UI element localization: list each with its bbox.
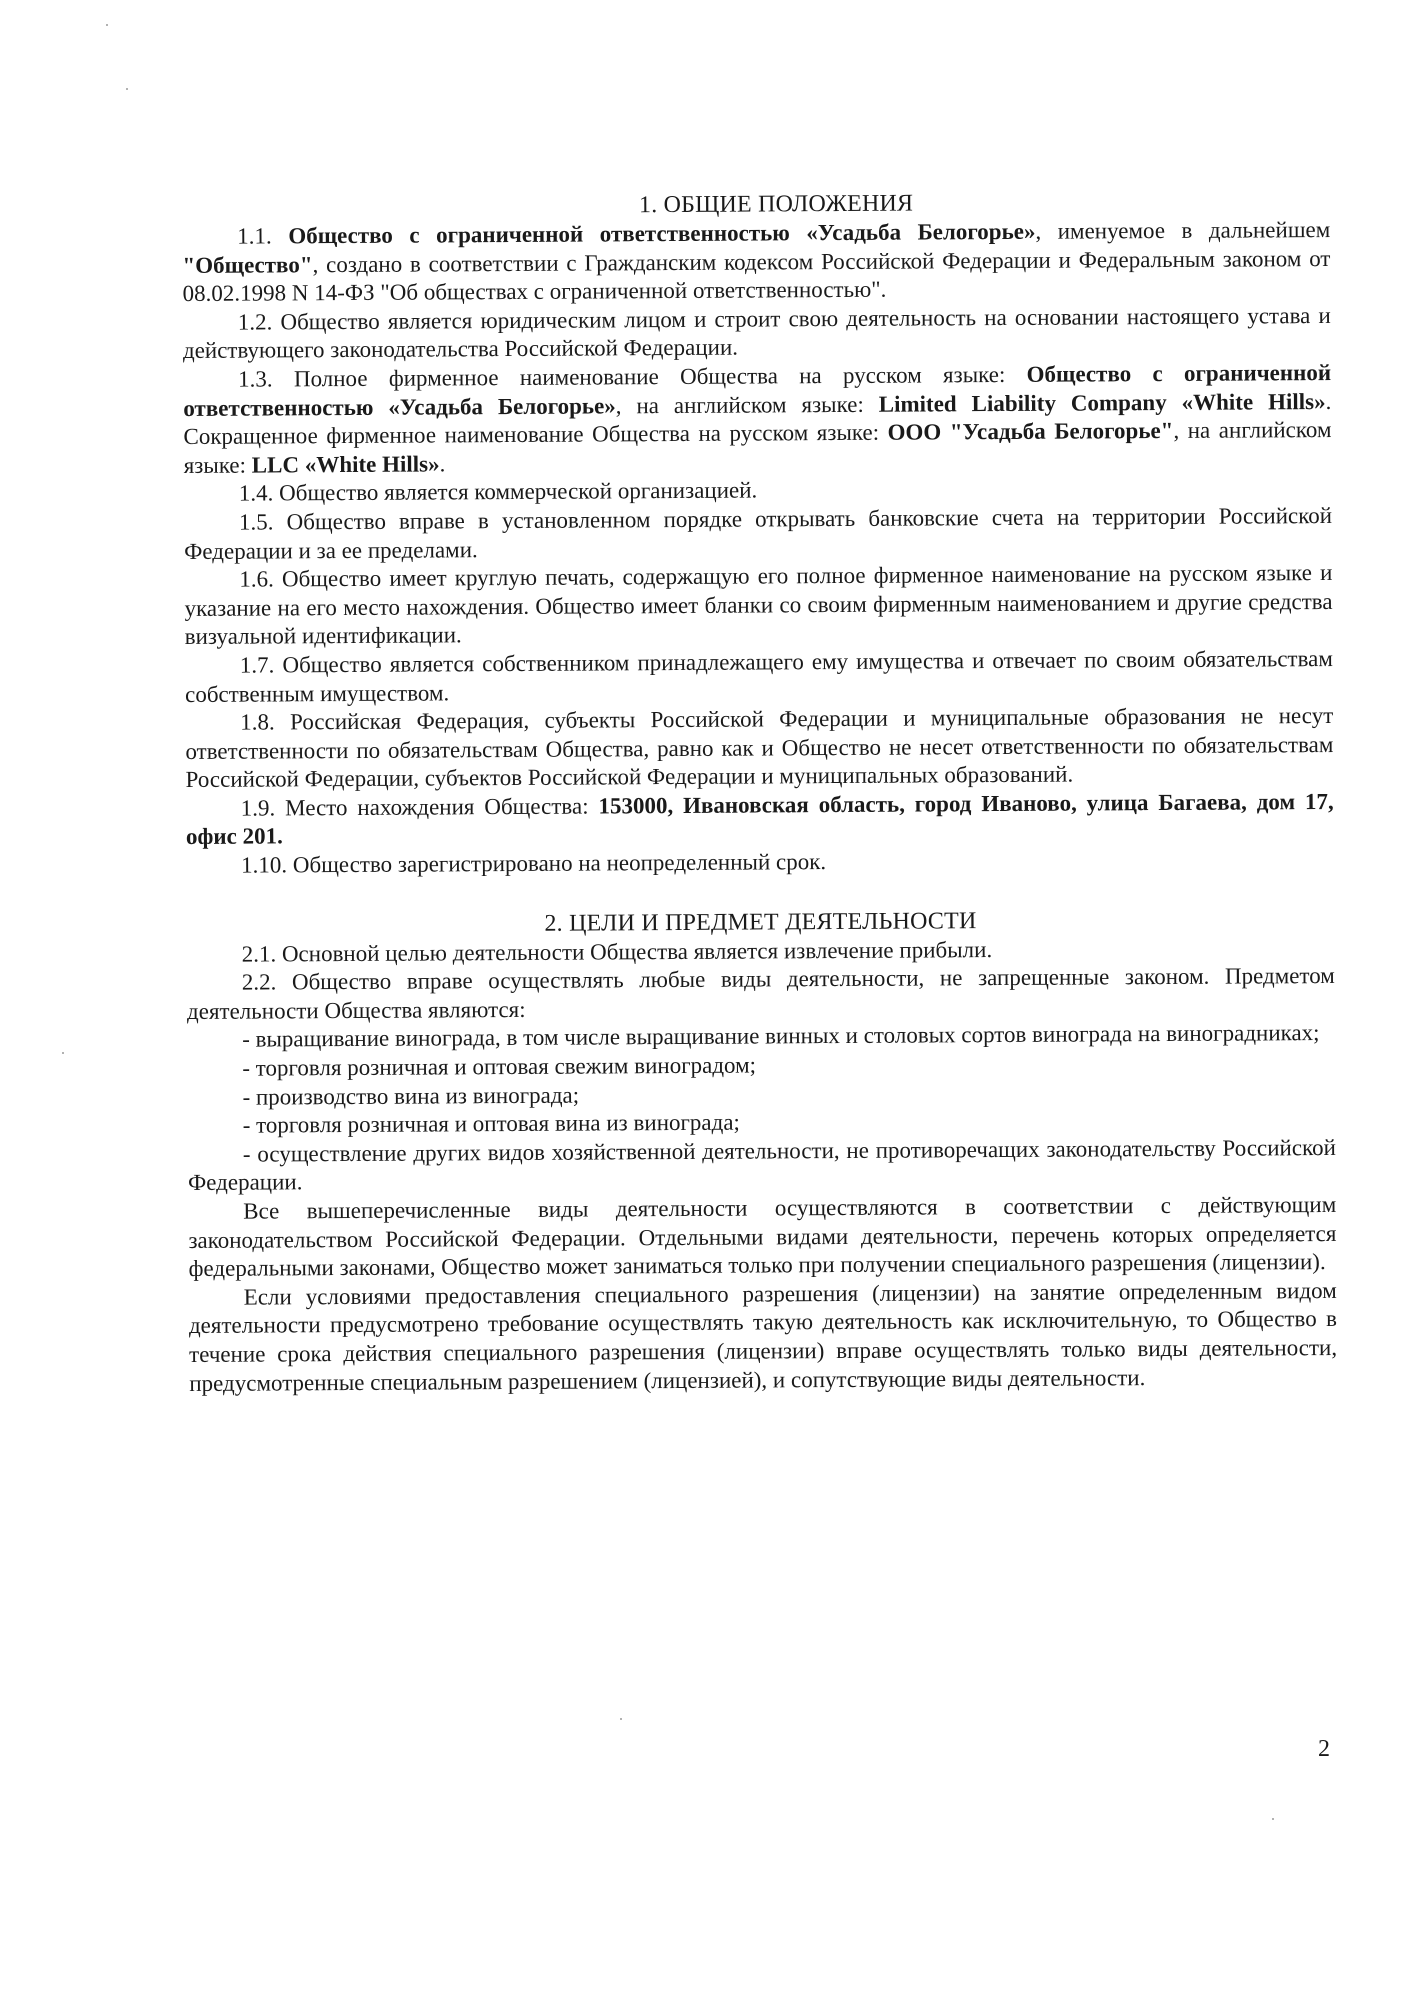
clause-1-7: 1.7. Общество является собственником принадлежащего ему имущества и отвечает по своим обязательствам собственным имуществом. bbox=[184, 645, 1333, 707]
clause-1-6: 1.6. Общество имеет круглую печать, содержащую его полное фирменное наименование на русском языке и указание на его место нахождения. Общество имеет бланки со своим фирменным наименованием и другие средства визуальной идентификации. bbox=[184, 560, 1333, 650]
paragraph-license-conditions: Если условиями предоставления специального разрешения (лицензии) на занятие определенным видом деятельности предусмотрено требование осуществлять такую деятельность как исключительную, то Общество в течение срока действия специального разрешения (лицензии) вправе осуществлять только виды деятельности, предусмотренные специальным разрешением (лицензией), и сопутствующие виды деятельности. bbox=[188, 1277, 1338, 1396]
short-name-ru: ООО "Усадьба Белогорье" bbox=[887, 418, 1174, 445]
scan-speck bbox=[126, 88, 128, 90]
full-name-ru: Общество с ограниченной ответственностью «Усадьба Белогорье» bbox=[183, 359, 1332, 421]
short-name-en: LLC «White Hills» bbox=[251, 451, 440, 478]
scan-speck bbox=[1272, 1818, 1274, 1820]
clause-2-2: 2.2. Общество вправе осуществлять любые виды деятельности, не запрещенные законом. Предметом деятельности Общества являются: bbox=[186, 963, 1335, 1024]
clause-text: 1.9. Место нахождения Общества: bbox=[240, 793, 599, 821]
clause-number: 1.1. bbox=[237, 223, 289, 249]
clause-text: . bbox=[439, 451, 446, 477]
clause-2-1: 2.1. Основной целью деятельности Общества является извлечение прибыли. bbox=[241, 936, 993, 967]
clause-1-1 bbox=[182, 216, 1331, 309]
activity-item: - торговля розничная и оптовая вина из винограда; bbox=[242, 1109, 740, 1138]
section-1-heading: 1. ОБЩИЕ ПОЛОЖЕНИЯ bbox=[638, 190, 914, 219]
clause-1-10: 1.10. Общество зарегистрировано на неопределенный срок. bbox=[241, 849, 827, 878]
section-2-heading: 2. ЦЕЛИ И ПРЕДМЕТ ДЕЯТЕЛЬНОСТИ bbox=[544, 907, 977, 937]
scan-speck bbox=[62, 1052, 64, 1054]
full-name-en: Limited Liability Company «White Hills» bbox=[878, 388, 1326, 417]
clause-text: , создано в соответствии с Гражданским кодексом Российской Федерации и Федеральным законом от 08.02.1998 N 14-ФЗ "Об обществах с ограниченной ответственностью". bbox=[182, 245, 1331, 307]
activity-item: - торговля розничная и оптовая свежим виноградом; bbox=[242, 1052, 757, 1081]
clause-text: , на английском языке: bbox=[615, 391, 879, 418]
clause-1-4: 1.4. Общество является коммерческой организацией. bbox=[238, 477, 758, 507]
company-address: 153000, Ивановская область, город Иваново, улица Багаева, дом 17, офис 201. bbox=[185, 788, 1334, 850]
clause-1-8: 1.8. Российская Федерация, субъекты Российской Федерации и муниципальные образования не несут ответственности по обязательствам Общества, равно как и Общество не несет ответственности по обязательствам Российской Федерации, субъектов Российской Федерации и муниципальных образований. bbox=[185, 703, 1334, 793]
scan-speck bbox=[620, 1718, 622, 1720]
clause-1-3 bbox=[183, 359, 1332, 480]
clause-1-9 bbox=[186, 788, 1334, 852]
activity-item: - осуществление других видов хозяйственной деятельности, не противоречащих законодательству Российской Федерации. bbox=[187, 1134, 1336, 1196]
activity-item: - выращивание винограда, в том числе выращивание винных и столовых сортов винограда на виноградниках; bbox=[242, 1020, 1320, 1053]
clause-1-2: 1.2. Общество является юридическим лицом и строит свою деятельность на основании настоящего устава и действующего законодательства Российской Федерации. bbox=[182, 302, 1331, 364]
clause-1-5: 1.5. Общество вправе в установленном порядке открывать банковские счета на территории Российской Федерации и за ее пределами. bbox=[184, 502, 1333, 564]
clause-text: , именуемое в дальнейшем bbox=[1035, 216, 1331, 244]
activity-item: - производство вина из винограда; bbox=[242, 1082, 580, 1110]
paragraph-all-activities: Все вышеперечисленные виды деятельности осуществляются в соответствии с действующим законодательством Российской Федерации. Отдельными видами деятельности, перечень которых определяется федеральными законами, Общество может заниматься только при получении специального разрешения (лицензии). bbox=[188, 1191, 1337, 1282]
page-number: 2 bbox=[1318, 1736, 1330, 1762]
company-full-name: Общество с ограниченной ответственностью «Усадьба Белогорье» bbox=[288, 218, 1036, 249]
clause-text: , на английском языке: bbox=[183, 417, 1332, 478]
document-page bbox=[182, 186, 1337, 1398]
scan-speck bbox=[106, 24, 108, 26]
company-short-term: "Общество" bbox=[182, 251, 313, 278]
clause-text: . Сокращенное фирменное наименование Общества на русском языке: bbox=[183, 388, 1332, 450]
clause-text: 1.3. Полное фирменное наименование Общества на русском языке: bbox=[238, 361, 1027, 392]
